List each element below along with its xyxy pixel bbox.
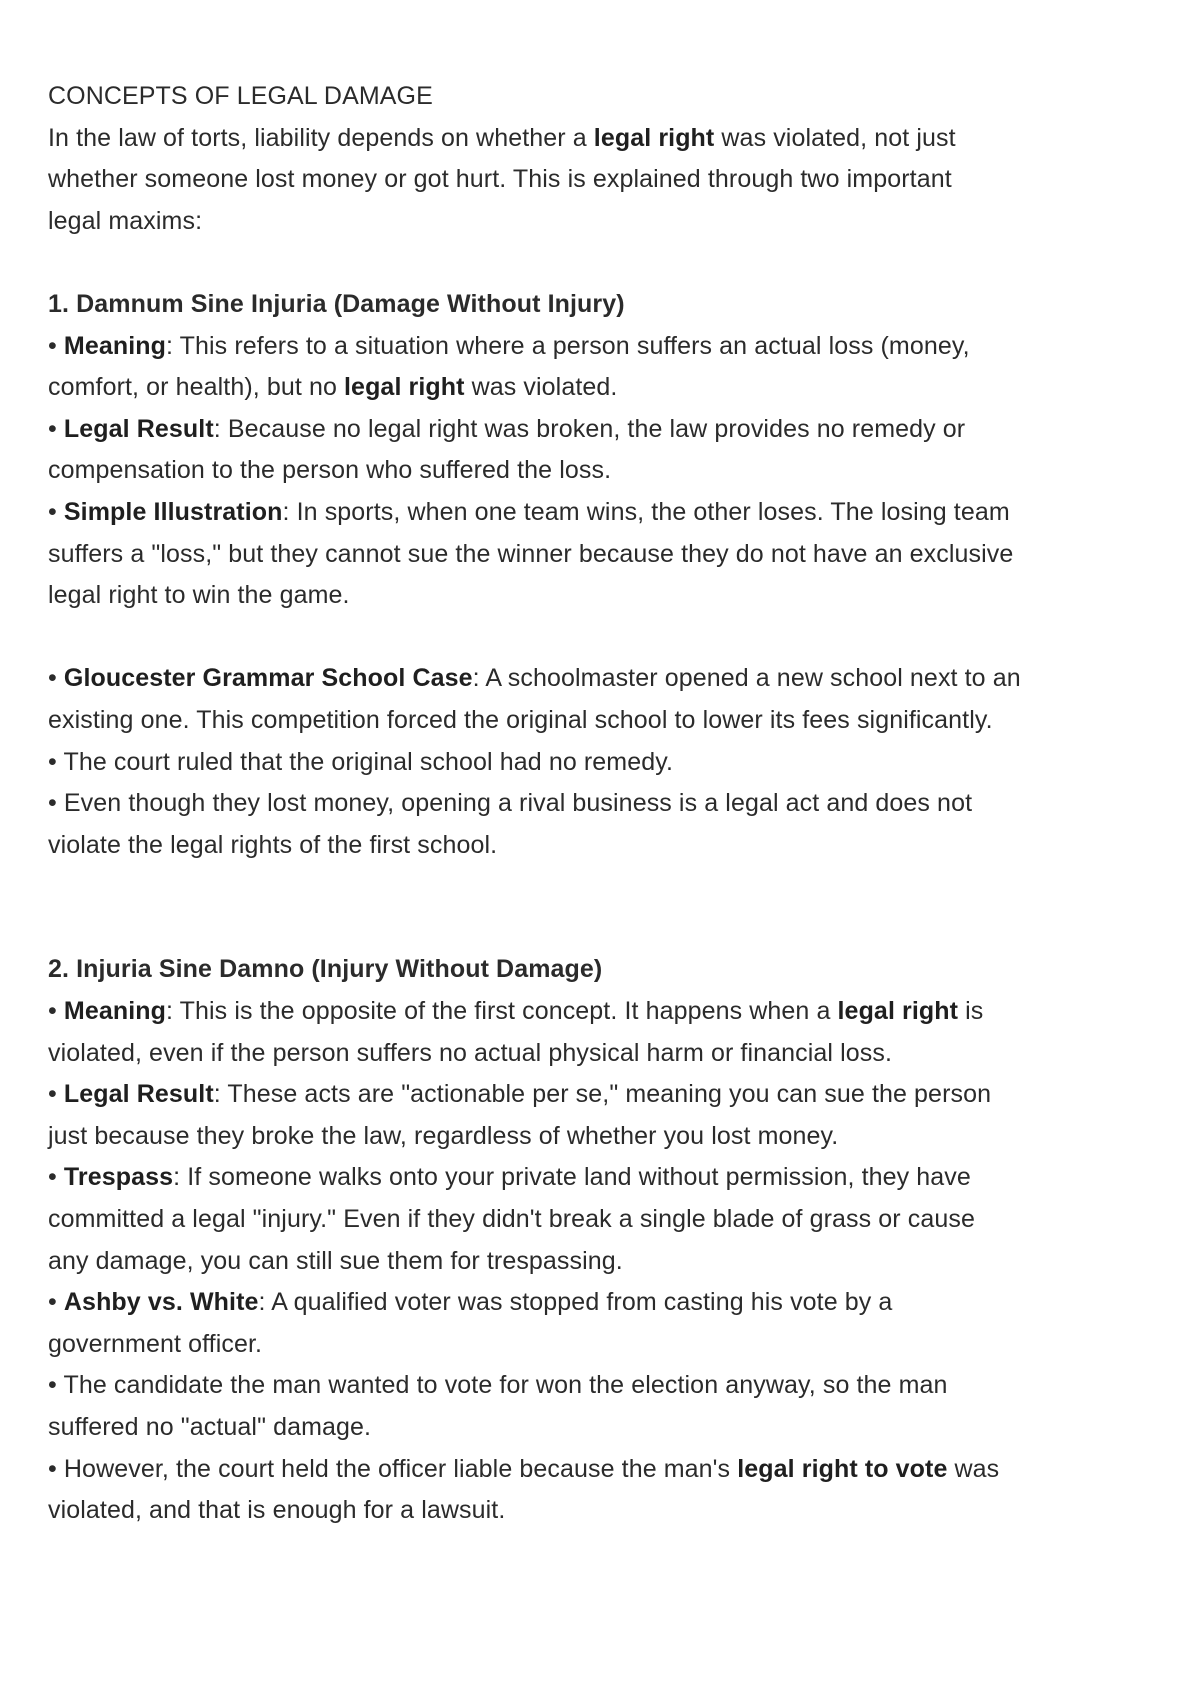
section-1-illustration bbox=[48, 492, 1168, 534]
bullet-icon: • bbox=[48, 664, 57, 693]
section-1-ruling bbox=[48, 742, 1168, 784]
section-2-trespass-cont: committed a legal "injury." Even if they didn't break a single blade of grass or cause bbox=[48, 1205, 975, 1234]
text: : In sports, when one team wins, the other loses. The losing team bbox=[282, 497, 1010, 526]
emphasis: legal right bbox=[837, 997, 959, 1026]
text: : If someone walks onto your private land without permission, they have bbox=[173, 1163, 971, 1192]
section-1-reason-cont: violate the legal rights of the first school. bbox=[48, 830, 498, 859]
section-1-meaning bbox=[48, 326, 1168, 368]
bullet-icon: • bbox=[48, 414, 57, 443]
text: The candidate the man wanted to vote for won the election anyway, so the man bbox=[63, 1371, 948, 1400]
label: Meaning bbox=[63, 997, 166, 1026]
bullet-icon: • bbox=[48, 497, 57, 526]
section-1-case-cont: existing one. This competition forced the original school to lower its fees significantly. bbox=[48, 705, 993, 734]
spacer bbox=[48, 866, 1168, 949]
bullet-icon: • bbox=[48, 1454, 57, 1483]
label: Simple Illustration bbox=[63, 497, 283, 526]
bullet-icon: • bbox=[48, 789, 57, 818]
bullet-icon: • bbox=[48, 997, 57, 1026]
section-2-trespass bbox=[48, 1157, 1168, 1199]
emphasis: legal right to vote bbox=[737, 1454, 948, 1483]
intro-paragraph bbox=[48, 118, 1168, 243]
text: : Because no legal right was broken, the law provides no remedy or bbox=[213, 414, 966, 443]
text: The court ruled that the original school had no remedy. bbox=[63, 747, 674, 776]
label: Trespass bbox=[63, 1163, 174, 1192]
section-2-however-cont: violated, and that is enough for a lawsuit. bbox=[48, 1496, 506, 1525]
text: : This is the opposite of the first concept. It happens when a bbox=[166, 997, 838, 1026]
label: Ashby vs. White bbox=[63, 1288, 259, 1317]
bullet-icon: • bbox=[48, 747, 57, 776]
spacer bbox=[48, 242, 1168, 284]
section-2-trespass-cont: any damage, you can still sue them for trespassing. bbox=[48, 1246, 623, 1275]
intro-text: In the law of torts, liability depends on whether a bbox=[48, 123, 594, 152]
intro-line-2: whether someone lost money or got hurt. This is explained through two important bbox=[48, 165, 952, 194]
section-1-heading: 1. Damnum Sine Injuria (Damage Without Injury) bbox=[48, 289, 625, 318]
section-2-candidate-cont: suffered no "actual" damage. bbox=[48, 1413, 372, 1441]
text: comfort, or health), but no bbox=[48, 373, 345, 402]
section-2-heading: 2. Injuria Sine Damno (Injury Without Damage) bbox=[48, 955, 603, 984]
text: : A qualified voter was stopped from casting his vote by a bbox=[258, 1288, 893, 1317]
text: was violated. bbox=[464, 373, 618, 402]
section-2-legal-result-cont: just because they broke the law, regardless of whether you lost money. bbox=[48, 1121, 839, 1150]
section-damnum-sine-injuria bbox=[48, 284, 1168, 866]
section-1-legal-result bbox=[48, 409, 1168, 451]
label: Legal Result bbox=[63, 1080, 214, 1109]
text: Even though they lost money, opening a rival business is a legal act and does not bbox=[63, 789, 973, 818]
intro-text: was violated, not just bbox=[714, 123, 956, 152]
emphasis: legal right bbox=[344, 373, 465, 402]
text: However, the court held the officer liable because the man's bbox=[63, 1454, 738, 1483]
section-2-candidate bbox=[48, 1365, 1168, 1407]
label: Meaning bbox=[63, 331, 166, 360]
section-2-ashby-cont: government officer. bbox=[48, 1329, 263, 1358]
section-2-ashby bbox=[48, 1282, 1168, 1324]
section-2-legal-result bbox=[48, 1074, 1168, 1116]
section-1-legal-result-cont: compensation to the person who suffered the loss. bbox=[48, 456, 612, 485]
intro-line-1 bbox=[48, 118, 1168, 160]
document-page bbox=[48, 76, 1168, 1532]
text: was bbox=[947, 1454, 1000, 1483]
section-2-meaning bbox=[48, 991, 1168, 1033]
section-2-however bbox=[48, 1449, 1168, 1491]
label: Gloucester Grammar School Case bbox=[63, 664, 473, 693]
text: : These acts are "actionable per se," meaning you can sue the person bbox=[213, 1080, 992, 1109]
text: is bbox=[958, 997, 984, 1026]
spacer bbox=[48, 617, 1168, 659]
text: : A schoolmaster opened a new school next to an bbox=[472, 664, 1021, 693]
section-1-reason bbox=[48, 783, 1168, 825]
section-1-meaning-cont bbox=[48, 367, 1168, 409]
bullet-icon: • bbox=[48, 1080, 57, 1109]
section-1-illustration-cont: suffers a "loss," but they cannot sue the winner because they do not have an exclusive bbox=[48, 539, 1014, 568]
section-1-case bbox=[48, 658, 1168, 700]
page-title: CONCEPTS OF LEGAL DAMAGE bbox=[48, 82, 433, 110]
intro-emphasis: legal right bbox=[593, 123, 715, 152]
label: Legal Result bbox=[63, 414, 214, 443]
section-2-meaning-cont: violated, even if the person suffers no actual physical harm or financial loss. bbox=[48, 1038, 892, 1067]
bullet-icon: • bbox=[48, 1163, 57, 1192]
text: : This refers to a situation where a person suffers an actual loss (money, bbox=[166, 331, 970, 360]
intro-line-3: legal maxims: bbox=[48, 206, 203, 235]
section-injuria-sine-damno bbox=[48, 949, 1168, 1531]
section-1-illustration-cont: legal right to win the game. bbox=[48, 581, 350, 610]
bullet-icon: • bbox=[48, 1371, 57, 1400]
bullet-icon: • bbox=[48, 1288, 57, 1317]
bullet-icon: • bbox=[48, 331, 57, 360]
